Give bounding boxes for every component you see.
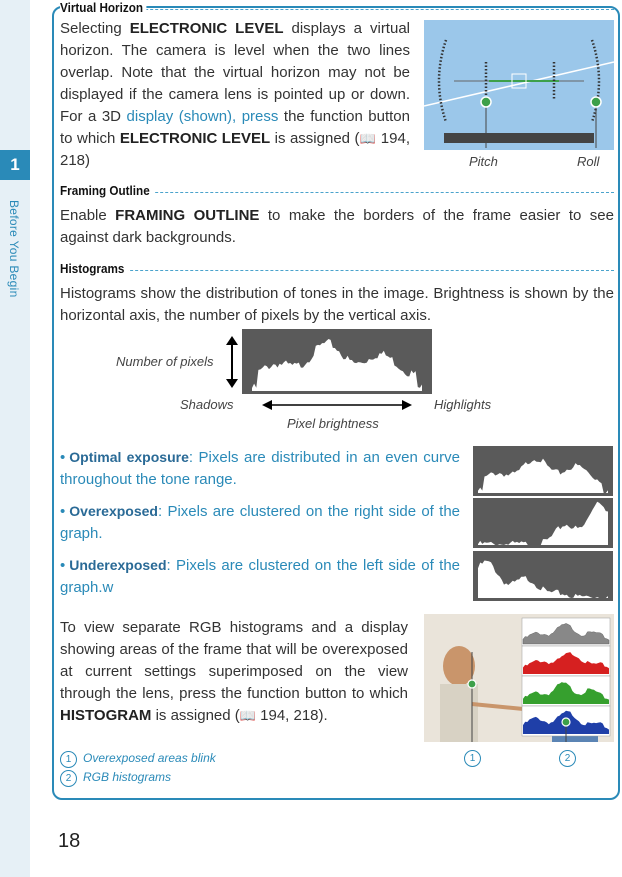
display-link[interactable]: display (shown), press: [126, 108, 279, 125]
chapter-tab: [0, 0, 30, 877]
callout-1: 1: [464, 748, 487, 767]
roll-label: Roll: [577, 154, 600, 169]
callout-2: 2: [559, 748, 582, 767]
legend-item-1: 1 Overexposed areas blink: [60, 751, 216, 768]
framing-outline-heading: Framing Outline: [60, 183, 153, 198]
chapter-number: 1: [0, 150, 30, 180]
histograms-heading: Histograms: [60, 261, 128, 276]
bullet-optimal: • Optimal exposure: Pixels are distributed in an even curve throughout the tone range.: [60, 449, 460, 488]
rgb-histogram-illustration: [424, 614, 614, 742]
separator: [60, 270, 614, 271]
roll-callout: [591, 97, 601, 107]
book-icon: 📖: [359, 131, 377, 146]
highlights-label: Highlights: [434, 397, 492, 412]
bullet-underexposed: • Underexposed: Pixels are clustered on the left side of the graph.w: [60, 557, 460, 596]
rgb-histogram-text: To view separate RGB histograms and a display showing areas of the frame that will be overexposed at current settings superimposed on the view through the lens, press the function button to which HISTOGRAM is assigned (📖 194, 218).: [60, 619, 408, 724]
virtual-horizon-illustration: [424, 20, 614, 150]
chapter-title-wrap: [2, 200, 28, 340]
bullet-overexposed: • Overexposed: Pixels are clustered on the right side of the graph.: [60, 503, 460, 542]
pitch-callout: [481, 97, 491, 107]
blink-callout: [468, 680, 476, 688]
viewfinder-screen: [424, 20, 614, 150]
rgb-callout: [562, 718, 570, 726]
info-bar: [444, 133, 594, 143]
main-histogram: [242, 329, 432, 394]
shadows-label: Shadows: [180, 397, 234, 412]
chapter-title: Before You Begin: [7, 200, 21, 298]
pitch-label: Pitch: [469, 154, 498, 169]
virtual-horizon-heading: Virtual Horizon: [60, 0, 147, 15]
x-axis-label: Pixel brightness: [287, 416, 379, 431]
page-number: 18: [58, 830, 81, 852]
vertical-arrow-icon: [222, 336, 242, 388]
optimal-histogram: [473, 446, 613, 496]
horizontal-arrow-icon: [262, 398, 412, 412]
framing-outline-text: Enable FRAMING OUTLINE to make the borders of the frame easier to see against dark backgrounds.: [60, 207, 614, 246]
overexposed-histogram: [473, 498, 613, 548]
book-icon: 📖: [239, 708, 256, 723]
underexposed-histogram: [473, 551, 613, 601]
histograms-intro: Histograms show the distribution of tones in the image. Brightness is shown by the horizontal axis, the number of pixels by the vertical axis.: [60, 285, 614, 324]
y-axis-label: Number of pixels: [116, 354, 214, 369]
legend-item-2: 2 RGB histograms: [60, 770, 171, 787]
virtual-horizon-text: Selecting ELECTRONIC LEVEL displays a virtual horizon. The camera is level when the two lines overlap. Note that the virtual horizon may not be displayed if the camera lens is pointed up or down. For a 3D display (shown), press the function button to which ELECTRONIC LEVEL is assigned (📖 194, 218): [60, 20, 410, 169]
